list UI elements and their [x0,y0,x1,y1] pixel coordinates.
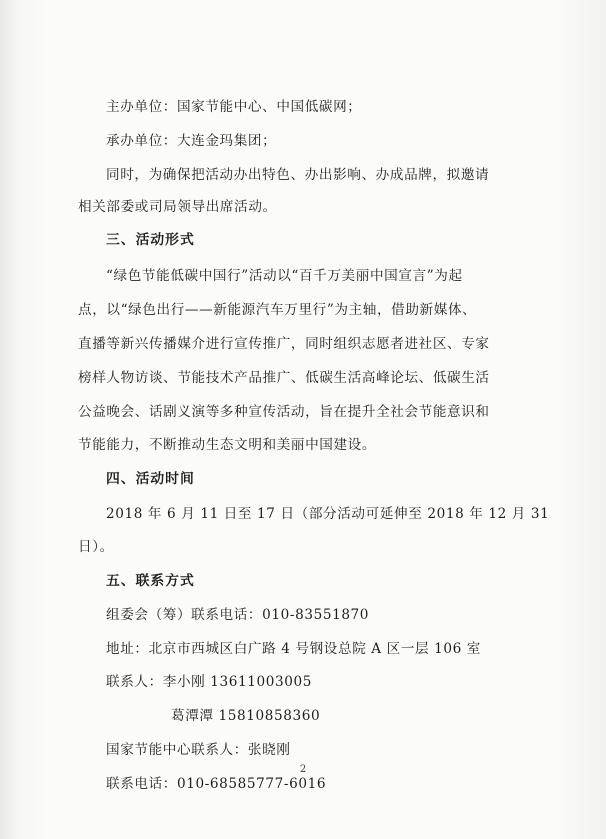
section-4-title: 四、活动时间 [106,471,195,487]
page-number: 2 [299,764,307,775]
center-contact-phone: 联系电话：010-68585777-6016 [106,776,327,792]
section-4-line-2: 日）。 [78,539,114,555]
section-4-line-1: 2018 年 6 月 11 日至 17 日（部分活动可延伸至 2018 年 12 月 31 [106,506,550,522]
invite-line-1: 同时，为确保把活动办出特色、办出影响、办成品牌，拟邀请 [106,167,490,183]
address: 地址：北京市西城区白广路 4 号钢设总院 A 区一层 106 室 [106,641,482,657]
section-3-line-5: 公益晚会、话剧义演等多种宣传活动，旨在提升全社会节能意识和 [78,404,490,420]
host-organizer: 主办单位：国家节能中心、中国低碳网； [106,99,362,115]
invite-line-2: 相关部委或司局领导出席活动。 [78,199,277,215]
section-3-line-4: 榜样人物访谈、节能技术产品推广、低碳生活高峰论坛、低碳生活 [78,370,490,386]
committee-phone: 组委会（筹）联系电话：010-83551870 [106,607,370,623]
section-5-title: 五、联系方式 [106,573,195,589]
section-3-line-6: 节能能力，不断推动生态文明和美丽中国建设。 [78,437,377,453]
section-3-line-3: 直播等新兴传播媒介进行宣传推广，同时组织志愿者进社区、专家 [78,336,490,352]
undertaker-organizer: 承办单位：大连金玛集团； [106,133,277,149]
center-contact-person: 国家节能中心联系人：张晓刚 [106,742,291,758]
section-3-title: 三、活动形式 [106,232,195,248]
contact-person-2: 葛潭潭 15810858360 [171,708,321,724]
contact-person-1: 联系人：李小刚 13611003005 [106,674,313,690]
section-3-line-1: “绿色节能低碳中国行”活动以“百千万美丽中国宣言”为起 [106,268,463,284]
section-3-line-2: 点，以“绿色出行——新能源汽车万里行”为主轴，借助新媒体、 [78,302,477,318]
